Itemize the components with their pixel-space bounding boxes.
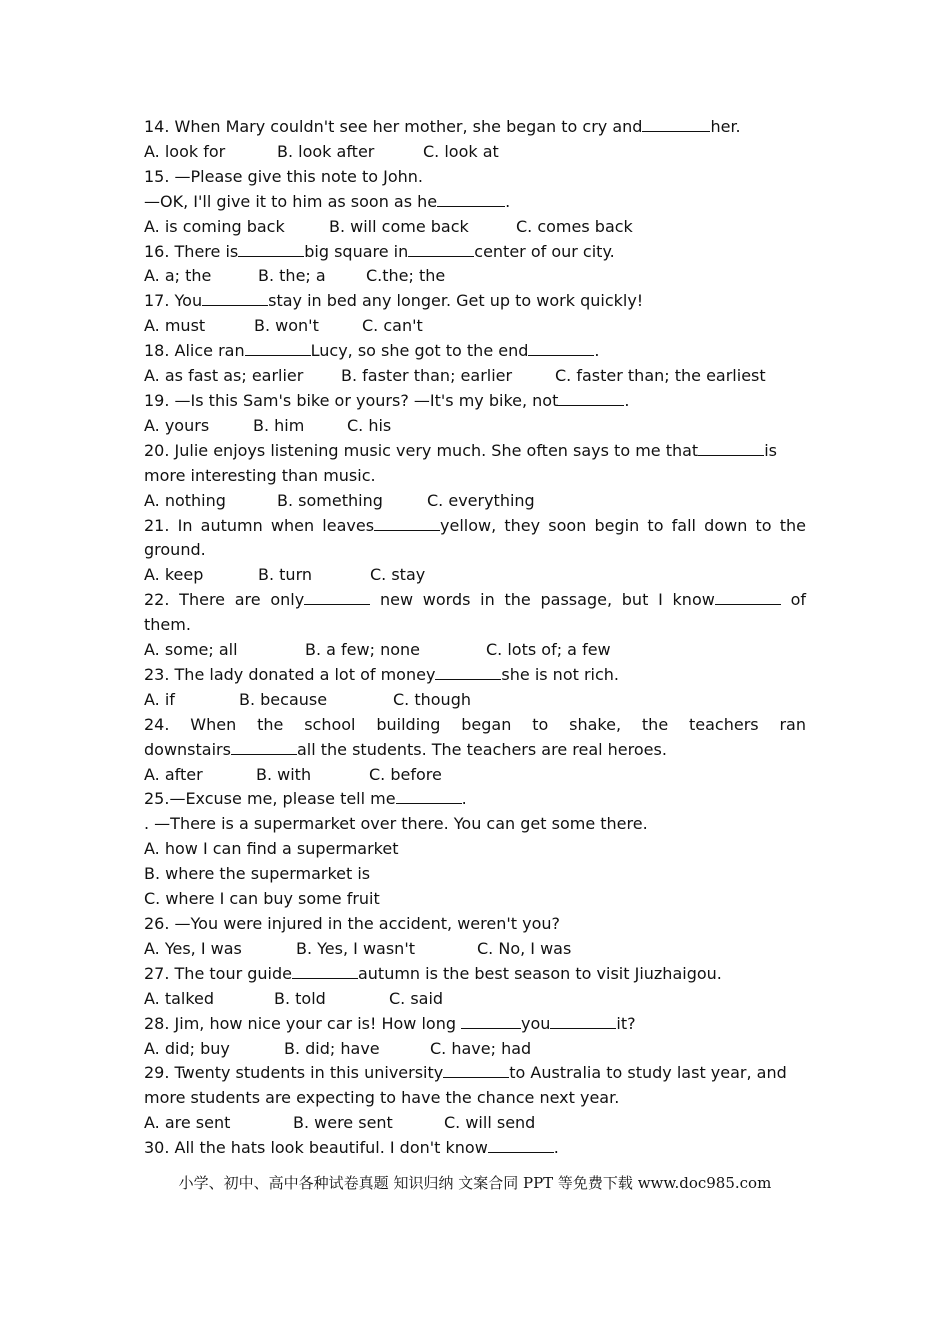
question-text: 14. When Mary couldn't see her mother, she began to cry and xyxy=(144,117,643,136)
question-text: 22. There are only xyxy=(144,590,305,610)
options-20 xyxy=(144,489,806,514)
question-text: to Australia to study last year, and xyxy=(509,1063,787,1083)
option-b: B. will come back xyxy=(329,216,469,236)
option-a: A. is coming back xyxy=(144,216,285,236)
options-22 xyxy=(144,638,806,663)
question-text: downstairs xyxy=(144,739,231,759)
option-c: C. stay xyxy=(370,565,426,585)
option-a: A. Yes, I was xyxy=(144,938,242,958)
options-29 xyxy=(144,1111,806,1136)
question-text: 23. The lady donated a lot of money xyxy=(144,664,436,684)
option-b: B. Yes, I wasn't xyxy=(296,938,415,958)
option-a: A. must xyxy=(144,316,206,336)
question-21 xyxy=(144,514,806,539)
options-23 xyxy=(144,688,806,713)
answer-blank xyxy=(528,340,594,356)
question-22 xyxy=(144,588,806,613)
option-c: C. have; had xyxy=(430,1038,532,1058)
question-text: big square in xyxy=(304,241,409,261)
question-15: 15. —Please give this note to John. xyxy=(144,166,423,186)
option-c: C. said xyxy=(389,988,444,1008)
option-a: A. as fast as; earlier xyxy=(144,366,304,386)
options-21 xyxy=(144,563,806,588)
question-16 xyxy=(144,240,806,265)
answer-blank xyxy=(304,589,370,605)
answer-blank xyxy=(408,241,474,257)
question-18 xyxy=(144,339,806,364)
option-c: C. lots of; a few xyxy=(486,640,611,660)
question-24-cont xyxy=(144,738,806,763)
option-c: C. everything xyxy=(427,490,535,510)
option-c: C.the; the xyxy=(366,266,446,286)
option-b: B. because xyxy=(239,689,328,709)
option-a: A. a; the xyxy=(144,266,212,286)
options-16 xyxy=(144,264,806,289)
question-text: center of our city. xyxy=(474,241,615,261)
option-b: B. turn xyxy=(258,565,312,585)
question-text: 28. Jim, how nice your car is! How long xyxy=(144,1013,456,1033)
option-b: B. with xyxy=(256,764,312,784)
option-a: A. nothing xyxy=(144,490,226,510)
question-list xyxy=(144,115,806,1161)
option-b: B. something xyxy=(277,490,383,510)
option-c: C. No, I was xyxy=(477,938,572,958)
answer-blank xyxy=(461,1013,521,1029)
option-c: C. where I can buy some fruit xyxy=(144,889,380,909)
option-b: B. won't xyxy=(254,316,319,336)
option-a: A. after xyxy=(144,764,203,784)
question-text: 17. You xyxy=(144,291,203,311)
options-17 xyxy=(144,314,806,339)
option-b: B. him xyxy=(253,415,305,435)
question-text: . xyxy=(553,1138,559,1158)
question-26: 26. —You were injured in the accident, weren't you? xyxy=(144,914,560,933)
question-20 xyxy=(144,439,806,464)
question-text: autumn is the best season to visit Jiuzhaigou. xyxy=(357,963,722,983)
question-text: 27. The tour guide xyxy=(144,963,292,983)
option-c: C. faster than; the earliest xyxy=(555,366,766,386)
answer-blank xyxy=(698,440,764,456)
question-20-cont: more interesting than music. xyxy=(144,465,376,485)
option-b: B. a few; none xyxy=(305,640,420,660)
option-c: C. before xyxy=(369,764,442,784)
question-text: 18. Alice ran xyxy=(144,341,245,361)
option-b: B. faster than; earlier xyxy=(341,366,513,386)
answer-blank xyxy=(437,191,505,207)
question-15-reply xyxy=(144,190,806,215)
question-text: she is not rich. xyxy=(501,664,620,684)
option-b: B. the; a xyxy=(258,266,326,286)
question-24: 24. When the school building began to shake, the teachers ran xyxy=(144,714,806,734)
option-c: C. his xyxy=(347,415,392,435)
answer-blank xyxy=(374,515,440,531)
question-29 xyxy=(144,1061,806,1086)
question-14 xyxy=(144,115,806,140)
answer-blank xyxy=(396,788,462,804)
options-19 xyxy=(144,414,806,439)
options-28 xyxy=(144,1037,806,1062)
question-text: . xyxy=(594,341,600,361)
question-30 xyxy=(144,1136,806,1161)
question-text: her. xyxy=(710,117,741,136)
answer-blank xyxy=(550,1013,616,1029)
options-15 xyxy=(144,215,806,240)
question-text: —OK, I'll give it to him as soon as he xyxy=(144,191,438,211)
option-b: B. where the supermarket is xyxy=(144,864,371,884)
options-27 xyxy=(144,987,806,1012)
question-text: new words in the passage, but I know xyxy=(379,590,715,610)
question-25-reply: . —There is a supermarket over there. You can get some there. xyxy=(144,814,648,834)
question-text: stay in bed any longer. Get up to work quickly! xyxy=(268,291,644,311)
option-c: C. will send xyxy=(444,1113,536,1133)
question-29-cont: more students are expecting to have the chance next year. xyxy=(144,1088,620,1108)
option-a: A. are sent xyxy=(144,1113,231,1133)
question-text: you xyxy=(521,1013,551,1033)
option-b: B. look after xyxy=(277,141,375,161)
answer-blank xyxy=(435,664,501,680)
question-text: yellow, they soon begin to fall down to the xyxy=(440,515,807,535)
options-14 xyxy=(144,140,806,165)
option-b: B. told xyxy=(274,988,326,1008)
options-18 xyxy=(144,364,806,389)
answer-blank xyxy=(558,390,624,406)
answer-blank xyxy=(231,739,297,755)
answer-blank xyxy=(443,1062,509,1078)
option-c: C. can't xyxy=(362,316,423,336)
question-text: 29. Twenty students in this university xyxy=(144,1063,444,1083)
question-text: is xyxy=(764,440,777,460)
answer-blank xyxy=(202,290,268,306)
option-c: C. look at xyxy=(423,141,499,161)
question-text: Lucy, so she got to the end xyxy=(310,341,529,361)
option-c: C. though xyxy=(393,689,471,709)
question-22-cont: them. xyxy=(144,615,191,635)
option-b: B. were sent xyxy=(293,1113,393,1133)
options-24 xyxy=(144,763,806,788)
option-a: A. how I can find a supermarket xyxy=(144,839,399,859)
answer-blank xyxy=(245,340,311,356)
question-23 xyxy=(144,663,806,688)
answer-blank xyxy=(488,1137,554,1153)
option-a: A. if xyxy=(144,689,175,709)
question-25 xyxy=(144,787,806,812)
question-19 xyxy=(144,389,806,414)
question-text: 16. There is xyxy=(144,241,239,261)
answer-blank xyxy=(715,589,781,605)
option-c: C. comes back xyxy=(516,216,633,236)
question-text: it? xyxy=(616,1013,636,1033)
page-footer: 小学、初中、高中各种试卷真题 知识归纳 文案合同 PPT 等免费下载 www.doc985.com xyxy=(178,1174,772,1192)
question-text: 20. Julie enjoys listening music very much. She often says to me that xyxy=(144,440,699,460)
question-21-cont: ground. xyxy=(144,540,206,560)
answer-blank xyxy=(292,963,358,979)
question-27 xyxy=(144,962,806,987)
option-a: A. look for xyxy=(144,141,226,161)
option-b: B. did; have xyxy=(284,1038,380,1058)
question-text: 30. All the hats look beautiful. I don't know xyxy=(144,1138,488,1158)
option-a: A. yours xyxy=(144,415,210,435)
question-text: 21. In autumn when leaves xyxy=(144,515,375,535)
question-text: . xyxy=(624,390,630,410)
answer-blank xyxy=(642,116,710,132)
options-26 xyxy=(144,937,806,962)
question-28 xyxy=(144,1012,806,1037)
question-text: all the students. The teachers are real heroes. xyxy=(296,739,667,759)
question-text: 19. —Is this Sam's bike or yours? —It's my bike, not xyxy=(144,390,559,410)
option-a: A. keep xyxy=(144,565,204,585)
question-text: . xyxy=(505,191,511,211)
option-a: A. some; all xyxy=(144,640,238,660)
question-17 xyxy=(144,289,806,314)
question-text: . xyxy=(461,789,467,809)
option-a: A. did; buy xyxy=(144,1038,230,1058)
answer-blank xyxy=(238,241,304,257)
question-text: of xyxy=(790,590,806,610)
option-a: A. talked xyxy=(144,988,215,1008)
question-text: 25.—Excuse me, please tell me xyxy=(144,789,396,809)
